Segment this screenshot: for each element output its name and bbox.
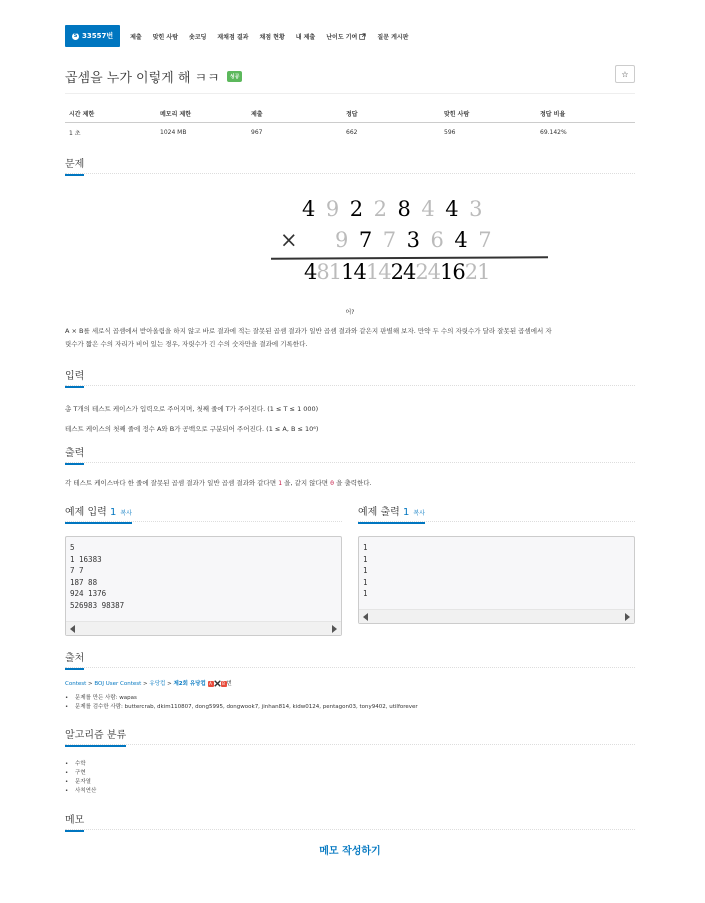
sample-input-box[interactable] bbox=[65, 536, 342, 636]
memory-limit: 1024 MB bbox=[160, 128, 187, 136]
time-limit: 1 초 bbox=[69, 129, 81, 137]
write-memo-button[interactable]: 메모 작성하기 bbox=[319, 846, 381, 857]
tab-status[interactable]: 채점 현황 bbox=[259, 33, 285, 41]
figure-digit: 9 bbox=[335, 228, 349, 252]
output-description bbox=[65, 477, 635, 490]
sample-number: 1 bbox=[110, 507, 117, 518]
tab-problem-label: 33557번 bbox=[82, 32, 114, 40]
section-line bbox=[65, 667, 635, 668]
reviewed-by: • 문제를 검수한 사람: buttercrab, dkim110807, dong5995, dongwook7, jinhan814, kidw0124, pentagon03, tony9402, utilforever bbox=[65, 703, 635, 712]
sample-output-header bbox=[358, 503, 635, 523]
figure-digit: 7 bbox=[382, 228, 397, 252]
section-title bbox=[65, 503, 132, 524]
output-section-header bbox=[65, 444, 635, 464]
algorithm-list bbox=[65, 760, 96, 796]
figure-digit: 7 bbox=[478, 228, 492, 252]
figure-digit: 3 bbox=[406, 228, 420, 252]
section-title: 문제 bbox=[65, 155, 84, 176]
source-link-user-contest[interactable]: BOJ User Contest bbox=[94, 681, 142, 687]
info-table bbox=[65, 104, 635, 141]
figure-row-2 bbox=[335, 228, 502, 258]
algorithm-section-header bbox=[65, 726, 635, 746]
star-icon: ☆ bbox=[621, 69, 629, 79]
tab-problem[interactable] bbox=[65, 25, 120, 47]
figure-row-3 bbox=[304, 260, 490, 290]
scroll-left-icon[interactable] bbox=[70, 625, 75, 633]
info-header: 메모리 제한 bbox=[160, 110, 192, 118]
times-sign: × bbox=[280, 228, 298, 252]
figure-digit: 8 bbox=[397, 197, 411, 221]
source-suffix: 번 bbox=[226, 681, 232, 687]
input-line: 테스트 케이스의 첫째 줄에 정수 A와 B가 공백으로 구분되어 주어진다. (1 ≤ A, B ≤ 10⁶) bbox=[65, 425, 319, 433]
problem-description bbox=[65, 325, 635, 351]
scroll-left-icon[interactable] bbox=[363, 613, 368, 621]
breadcrumb-sep: > bbox=[86, 681, 95, 687]
section-line bbox=[65, 829, 635, 830]
sample-output-text[interactable]: 1 1 1 1 1 bbox=[363, 543, 368, 599]
input-description bbox=[65, 399, 635, 439]
figure-digit: 4 bbox=[302, 197, 316, 221]
algorithm-tag[interactable]: • 구현 bbox=[65, 769, 96, 778]
info-header: 맞힌 사람 bbox=[444, 110, 470, 118]
breadcrumb bbox=[65, 679, 635, 687]
memo-section-header bbox=[65, 811, 635, 831]
output-text: 을, 같지 않다면 bbox=[282, 479, 331, 487]
sample-input-title: 예제 입력 bbox=[65, 507, 107, 518]
figure-digit: 6 bbox=[430, 228, 444, 252]
info-header: 정답 비율 bbox=[540, 110, 566, 118]
figure-digit: 14 bbox=[341, 260, 366, 284]
info-header: 정답 bbox=[346, 110, 358, 118]
multiplication-figure bbox=[205, 195, 495, 295]
page-title-text: 곱셈을 누가 이렇게 해 ㅋㅋ bbox=[65, 71, 220, 86]
figure-digit: 24 bbox=[415, 260, 441, 284]
figure-digit: 4 bbox=[421, 197, 435, 221]
problem-section-header bbox=[65, 155, 635, 175]
figure-digit: 14 bbox=[365, 260, 391, 284]
divider bbox=[65, 93, 635, 94]
figure-digit: 2 bbox=[349, 197, 364, 221]
section-line bbox=[65, 385, 635, 386]
source-link-yudang-2[interactable]: 제2회 유당컵 bbox=[173, 681, 206, 687]
source-link-contest[interactable]: Contest bbox=[65, 681, 87, 687]
sample-number: 1 bbox=[403, 507, 410, 518]
algorithm-tag[interactable]: • 수학 bbox=[65, 760, 96, 769]
inline-code: 0 bbox=[330, 479, 335, 487]
figure-row-1 bbox=[302, 197, 493, 227]
figure-digit: 16 bbox=[440, 260, 465, 284]
figure-digit: 24 bbox=[390, 260, 416, 284]
accepted-count: 662 bbox=[346, 128, 358, 136]
info-value-row bbox=[65, 123, 635, 141]
title-row bbox=[65, 64, 635, 86]
tab-difficulty[interactable] bbox=[326, 32, 366, 41]
source-link-yudang[interactable]: 유당컵 bbox=[149, 681, 166, 687]
tab-submit[interactable]: 제출 bbox=[130, 33, 142, 41]
figure-digit: 9 bbox=[325, 197, 340, 221]
figure-digit: 4 bbox=[445, 197, 459, 221]
figure-digit: 2 bbox=[373, 197, 387, 221]
sample-output-box[interactable] bbox=[358, 536, 635, 624]
problem-nav bbox=[65, 25, 408, 47]
scroll-right-icon[interactable] bbox=[625, 613, 630, 621]
figure-digit: 3 bbox=[469, 197, 483, 221]
section-line bbox=[65, 744, 635, 745]
algorithm-tag[interactable]: • 문자열 bbox=[65, 778, 96, 787]
external-link-icon bbox=[359, 33, 366, 40]
star-button[interactable] bbox=[615, 65, 635, 83]
solvers-count: 596 bbox=[444, 128, 456, 136]
copy-output-button[interactable]: 복사 bbox=[413, 510, 425, 517]
input-section-header bbox=[65, 367, 635, 387]
tab-short-coding[interactable]: 숏코딩 bbox=[189, 33, 207, 41]
section-title: 알고리즘 분류 bbox=[65, 726, 126, 747]
info-header: 시간 제한 bbox=[69, 110, 95, 118]
breadcrumb-sep: > bbox=[141, 681, 150, 687]
figure-caption: 어? bbox=[345, 309, 355, 316]
figure-digit: 4 bbox=[304, 260, 317, 284]
tab-solvers[interactable]: 맞힌 사람 bbox=[152, 33, 178, 41]
figure-digit: 81 bbox=[316, 260, 342, 284]
section-title: 출력 bbox=[65, 444, 84, 465]
problem-line: 릿수가 짧은 수의 자리가 비어 있는 경우, 자릿수가 긴 수의 숫자만을 결과에 기록한다. bbox=[65, 340, 308, 348]
breadcrumb-sep: > bbox=[165, 681, 174, 687]
info-header-row bbox=[65, 104, 635, 123]
problem-letter-b-icon: B bbox=[222, 680, 225, 686]
horizontal-scrollbar[interactable] bbox=[66, 621, 341, 635]
tab-rejudge[interactable]: 재채점 결과 bbox=[217, 33, 249, 41]
section-line bbox=[65, 173, 635, 174]
badge-icon: S bbox=[73, 33, 78, 39]
cross-icon bbox=[214, 680, 221, 687]
figure-digit: 21 bbox=[464, 260, 490, 284]
source-block bbox=[65, 679, 635, 712]
figure-digit: 7 bbox=[358, 228, 373, 252]
source-section-header bbox=[65, 649, 635, 669]
page-title bbox=[65, 67, 242, 86]
info-header: 제출 bbox=[251, 110, 263, 118]
section-title: 메모 bbox=[65, 811, 84, 832]
status-badge: 성공 bbox=[227, 71, 243, 82]
tab-difficulty-label: 난이도 기여 bbox=[326, 33, 358, 41]
tab-qna[interactable]: 질문 게시판 bbox=[377, 33, 409, 41]
output-text: 을 출력한다. bbox=[334, 479, 372, 487]
made-by: • 문제를 만든 사람: wapas bbox=[65, 694, 635, 703]
input-line: 총 T개의 테스트 케이스가 입력으로 주어지며, 첫째 줄에 T가 주어진다. (1 ≤ T ≤ 1 000) bbox=[65, 405, 319, 413]
section-title: 출처 bbox=[65, 649, 84, 670]
section-title: 입력 bbox=[65, 367, 84, 388]
submissions-count: 967 bbox=[251, 128, 263, 136]
problem-letter-a-icon: A bbox=[209, 680, 212, 686]
output-text: 각 테스트 케이스마다 한 줄에 잘못된 곱셈 결과가 일반 곱셈 결과와 같다면 bbox=[65, 479, 279, 487]
problem-line: A × B를 세로식 곱셈에서 받아올림을 하지 않고 바로 결과에 적는 잘못된 곱셈 결과가 일반 곱셈 결과와 같은지 판별해 보자. 만약 두 수의 자릿수가 달라 잘못된 곱셈에서 자 bbox=[65, 327, 552, 335]
algorithm-tag[interactable]: • 사칙연산 bbox=[65, 787, 96, 796]
section-title bbox=[358, 503, 425, 524]
sample-output-title: 예제 출력 bbox=[358, 507, 400, 518]
figure-digit: 4 bbox=[454, 228, 468, 252]
tab-my-submissions[interactable]: 내 제출 bbox=[295, 33, 316, 41]
horizontal-scrollbar[interactable] bbox=[359, 609, 634, 623]
inline-code: 1 bbox=[278, 479, 283, 487]
scroll-right-icon[interactable] bbox=[332, 625, 337, 633]
sample-input-header bbox=[65, 503, 342, 523]
copy-input-button[interactable]: 복사 bbox=[120, 510, 132, 517]
sample-input-text[interactable]: 5 1 16383 7 7 187 88 924 1376 526983 98387 bbox=[70, 543, 125, 610]
accept-ratio: 69.142% bbox=[540, 128, 567, 136]
section-line bbox=[65, 462, 635, 463]
